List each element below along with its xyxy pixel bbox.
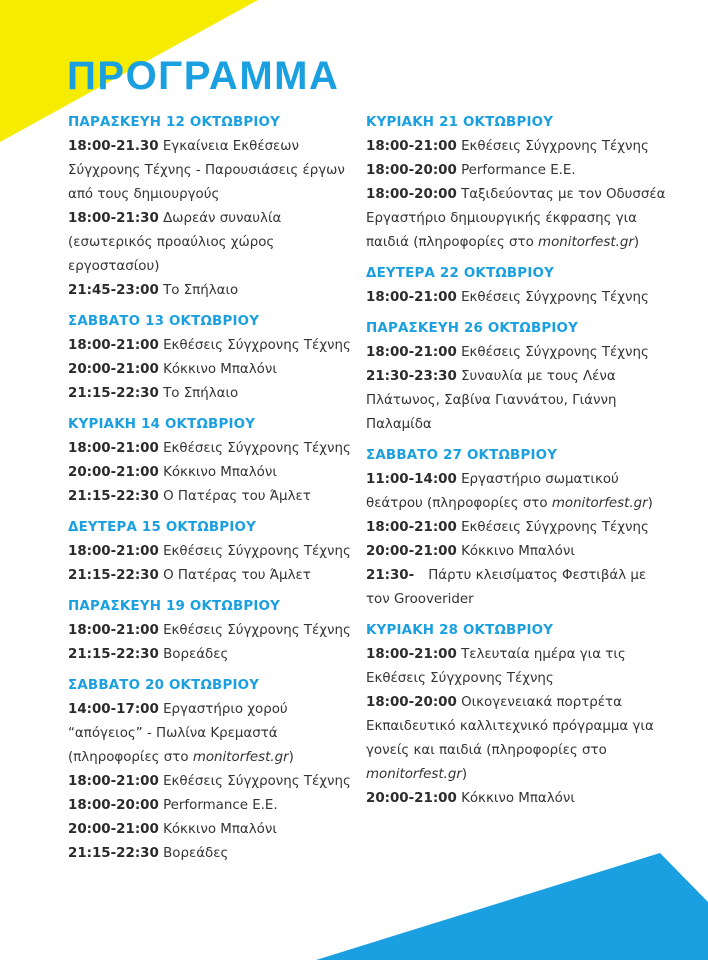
- schedule-day: [68, 413, 358, 509]
- day-heading: ΔΕΥΤΕΡΑ 22 ΟΚΤΩΒΡΙΟΥ: [366, 266, 554, 281]
- event-time: 18:00-21:00: [366, 290, 457, 305]
- event-description: Οικογενειακά πορτρέτα Εκπαιδευτικό καλλιτεχνικό πρόγραμμα για γονείς και παιδιά (πληροφορίες στο: [366, 695, 654, 758]
- day-heading: ΔΕΥΤΕΡΑ 15 ΟΚΤΩΒΡΙΟΥ: [68, 520, 256, 535]
- schedule-event: [366, 787, 666, 811]
- event-time: 21:15-22:30: [68, 647, 159, 662]
- page-title: ΠΡΟΓΡΑΜΜΑ: [67, 54, 340, 98]
- schedule-day: [366, 619, 666, 811]
- event-time: 20:00-21:00: [68, 362, 159, 377]
- event-description: Συναυλία με τους Λένα Πλάτωνος, Σαβίνα Γιαννάτου, Γιάννη Παλαμίδα: [366, 369, 617, 432]
- event-description: Κόκκινο Μπαλόνι: [163, 362, 277, 377]
- schedule-event: [68, 461, 358, 485]
- event-time: 18:00-21:00: [68, 774, 159, 789]
- schedule-event: [68, 207, 358, 279]
- schedule-column-right: [366, 111, 666, 818]
- event-time: 20:00-21:00: [68, 465, 159, 480]
- schedule-event: [366, 516, 666, 540]
- schedule-day: [366, 262, 666, 310]
- schedule-event: [68, 485, 358, 509]
- event-time: 21:15-22:30: [68, 386, 159, 401]
- event-time: 18:00-21.30: [68, 139, 159, 154]
- event-time: 11:00-14:00: [366, 472, 457, 487]
- event-time: 21:45-23:00: [68, 283, 159, 298]
- schedule-day: [68, 674, 358, 866]
- schedule-event: [68, 698, 358, 770]
- day-heading: ΣΑΒΒΑΤΟ 13 ΟΚΤΩΒΡΙΟΥ: [68, 314, 260, 329]
- event-time: 18:00-20:00: [366, 695, 457, 710]
- event-description: Performance E.E.: [461, 163, 576, 178]
- event-time: 18:00-20:00: [68, 798, 159, 813]
- schedule-event: [68, 619, 358, 643]
- event-website: monitorfest.gr: [538, 235, 634, 250]
- event-description: Εκθέσεις Σύγχρονης Τέχνης: [461, 139, 649, 154]
- day-heading: ΠΑΡΑΣΚΕΥΗ 26 ΟΚΤΩΒΡΙΟΥ: [366, 321, 579, 336]
- event-time: 18:00-21:00: [366, 647, 457, 662]
- event-description: Εργαστήριο σωματικού θεάτρου (πληροφορίες στο: [366, 472, 619, 511]
- event-description: Εκθέσεις Σύγχρονης Τέχνης: [163, 338, 351, 353]
- day-heading: ΠΑΡΑΣΚΕΥΗ 19 ΟΚΤΩΒΡΙΟΥ: [68, 599, 281, 614]
- event-description: Εκθέσεις Σύγχρονης Τέχνης: [461, 345, 649, 360]
- event-description: Το Σπήλαιο: [163, 283, 239, 298]
- day-heading: ΚΥΡΙΑΚΗ 28 ΟΚΤΩΒΡΙΟΥ: [366, 623, 554, 638]
- event-description: Εκθέσεις Σύγχρονης Τέχνης: [461, 520, 649, 535]
- event-time: 20:00-21:00: [68, 822, 159, 837]
- schedule-column-left: [68, 111, 358, 873]
- schedule-event: [366, 159, 666, 183]
- event-time: 18:00-21:00: [366, 520, 457, 535]
- event-time: 21:15-22:30: [68, 846, 159, 861]
- schedule-event: [366, 183, 666, 255]
- day-heading: ΠΑΡΑΣΚΕΥΗ 12 ΟΚΤΩΒΡΙΟΥ: [68, 115, 281, 130]
- schedule-event: [68, 794, 358, 818]
- schedule-day: [68, 516, 358, 588]
- schedule-event: [366, 643, 666, 691]
- schedule-event: [68, 540, 358, 564]
- schedule-day: [366, 317, 666, 437]
- event-description: Εκθέσεις Σύγχρονης Τέχνης: [163, 774, 351, 789]
- schedule-day: [366, 444, 666, 612]
- event-description: Εγκαίνεια Εκθέσεων Σύγχρονης Τέχνης - Παρουσιάσεις έργων από τους δημιουργούς: [68, 139, 345, 202]
- day-heading: ΣΑΒΒΑΤΟ 27 ΟΚΤΩΒΡΙΟΥ: [366, 448, 558, 463]
- event-description-end: ): [288, 750, 294, 765]
- event-time: 20:00-21:00: [366, 544, 457, 559]
- event-website: monitorfest.gr: [366, 767, 462, 782]
- schedule-event: [68, 135, 358, 207]
- event-description: Βορεάδες: [163, 846, 229, 861]
- schedule-day: [68, 111, 358, 303]
- event-description: Βορεάδες: [163, 647, 229, 662]
- event-time: 18:00-21:00: [68, 338, 159, 353]
- event-description: Κόκκινο Μπαλόνι: [461, 544, 575, 559]
- schedule-day: [366, 111, 666, 255]
- event-website: monitorfest.gr: [192, 750, 289, 765]
- event-time: 18:00-21:00: [366, 345, 457, 360]
- schedule-event: [366, 286, 666, 310]
- event-description: Performance E.E.: [163, 798, 278, 813]
- schedule-event: [68, 818, 358, 842]
- event-time: 14:00-17:00: [68, 702, 159, 717]
- event-time: 18:00-21:00: [68, 544, 159, 559]
- schedule-event: [68, 279, 358, 303]
- event-description-end: ): [633, 235, 640, 250]
- schedule-event: [366, 365, 666, 437]
- schedule-event: [68, 358, 358, 382]
- event-time: 21:15-22:30: [68, 489, 159, 504]
- event-time: 20:00-21:00: [366, 791, 457, 806]
- event-description: Εκθέσεις Σύγχρονης Τέχνης: [163, 441, 351, 456]
- event-description: Εκθέσεις Σύγχρονης Τέχνης: [163, 623, 351, 638]
- event-description: Πάρτυ κλεισίματος Φεστιβάλ με τον Grooverider: [366, 568, 647, 607]
- event-description-end: ): [461, 767, 468, 782]
- event-time: 21:30-: [366, 568, 415, 583]
- day-heading: ΚΥΡΙΑΚΗ 14 ΟΚΤΩΒΡΙΟΥ: [68, 417, 256, 432]
- schedule-event: [68, 770, 358, 794]
- event-description: Ταξιδεύοντας με τον Οδυσσέα Εργαστήριο δημιουργικής έκφρασης για παιδιά (πληροφορίες στο: [366, 187, 666, 250]
- event-description: Ο Πατέρας του Άμλετ: [163, 489, 311, 504]
- event-description-end: ): [647, 496, 653, 511]
- schedule-event: [366, 564, 666, 612]
- event-time: 18:00-21:30: [68, 211, 159, 226]
- event-description: Εκθέσεις Σύγχρονης Τέχνης: [461, 290, 649, 305]
- schedule-event: [68, 437, 358, 461]
- event-description: Εργαστήριο χορού “απόγειος” - Πωλίνα Κρεμαστά (πληροφορίες στο: [68, 702, 288, 765]
- event-time: 18:00-20:00: [366, 187, 457, 202]
- event-time: 18:00-21:00: [68, 441, 159, 456]
- schedule-event: [366, 691, 666, 787]
- schedule-event: [68, 564, 358, 588]
- day-heading: ΣΑΒΒΑΤΟ 20 ΟΚΤΩΒΡΙΟΥ: [68, 678, 260, 693]
- event-time: 21:30-23:30: [366, 369, 457, 384]
- schedule-event: [366, 135, 666, 159]
- schedule-event: [68, 643, 358, 667]
- event-time: 21:15-22:30: [68, 568, 159, 583]
- event-description: Ο Πατέρας του Άμλετ: [163, 568, 311, 583]
- event-description: Κόκκινο Μπαλόνι: [461, 791, 575, 806]
- event-time: 18:00-20:00: [366, 163, 457, 178]
- event-description: Κόκκινο Μπαλόνι: [163, 822, 277, 837]
- schedule-event: [68, 382, 358, 406]
- event-time: 18:00-21:00: [68, 623, 159, 638]
- schedule-event: [366, 341, 666, 365]
- event-description: Δωρεάν συναυλία (εσωτερικός προαύλιος χώρος εργοστασίου): [68, 211, 282, 274]
- day-heading: ΚΥΡΙΑΚΗ 21 ΟΚΤΩΒΡΙΟΥ: [366, 115, 554, 130]
- event-description: Κόκκινο Μπαλόνι: [163, 465, 277, 480]
- schedule-event: [68, 842, 358, 866]
- schedule-day: [68, 595, 358, 667]
- event-description: Τελευταία ημέρα για τις Εκθέσεις Σύγχρονης Τέχνης: [366, 647, 626, 686]
- schedule-event: [366, 468, 666, 516]
- schedule-event: [366, 540, 666, 564]
- schedule-day: [68, 310, 358, 406]
- event-website: monitorfest.gr: [551, 496, 648, 511]
- event-description: Το Σπήλαιο: [163, 386, 239, 401]
- schedule-event: [68, 334, 358, 358]
- event-time: 18:00-21:00: [366, 139, 457, 154]
- event-description: Εκθέσεις Σύγχρονης Τέχνης: [163, 544, 351, 559]
